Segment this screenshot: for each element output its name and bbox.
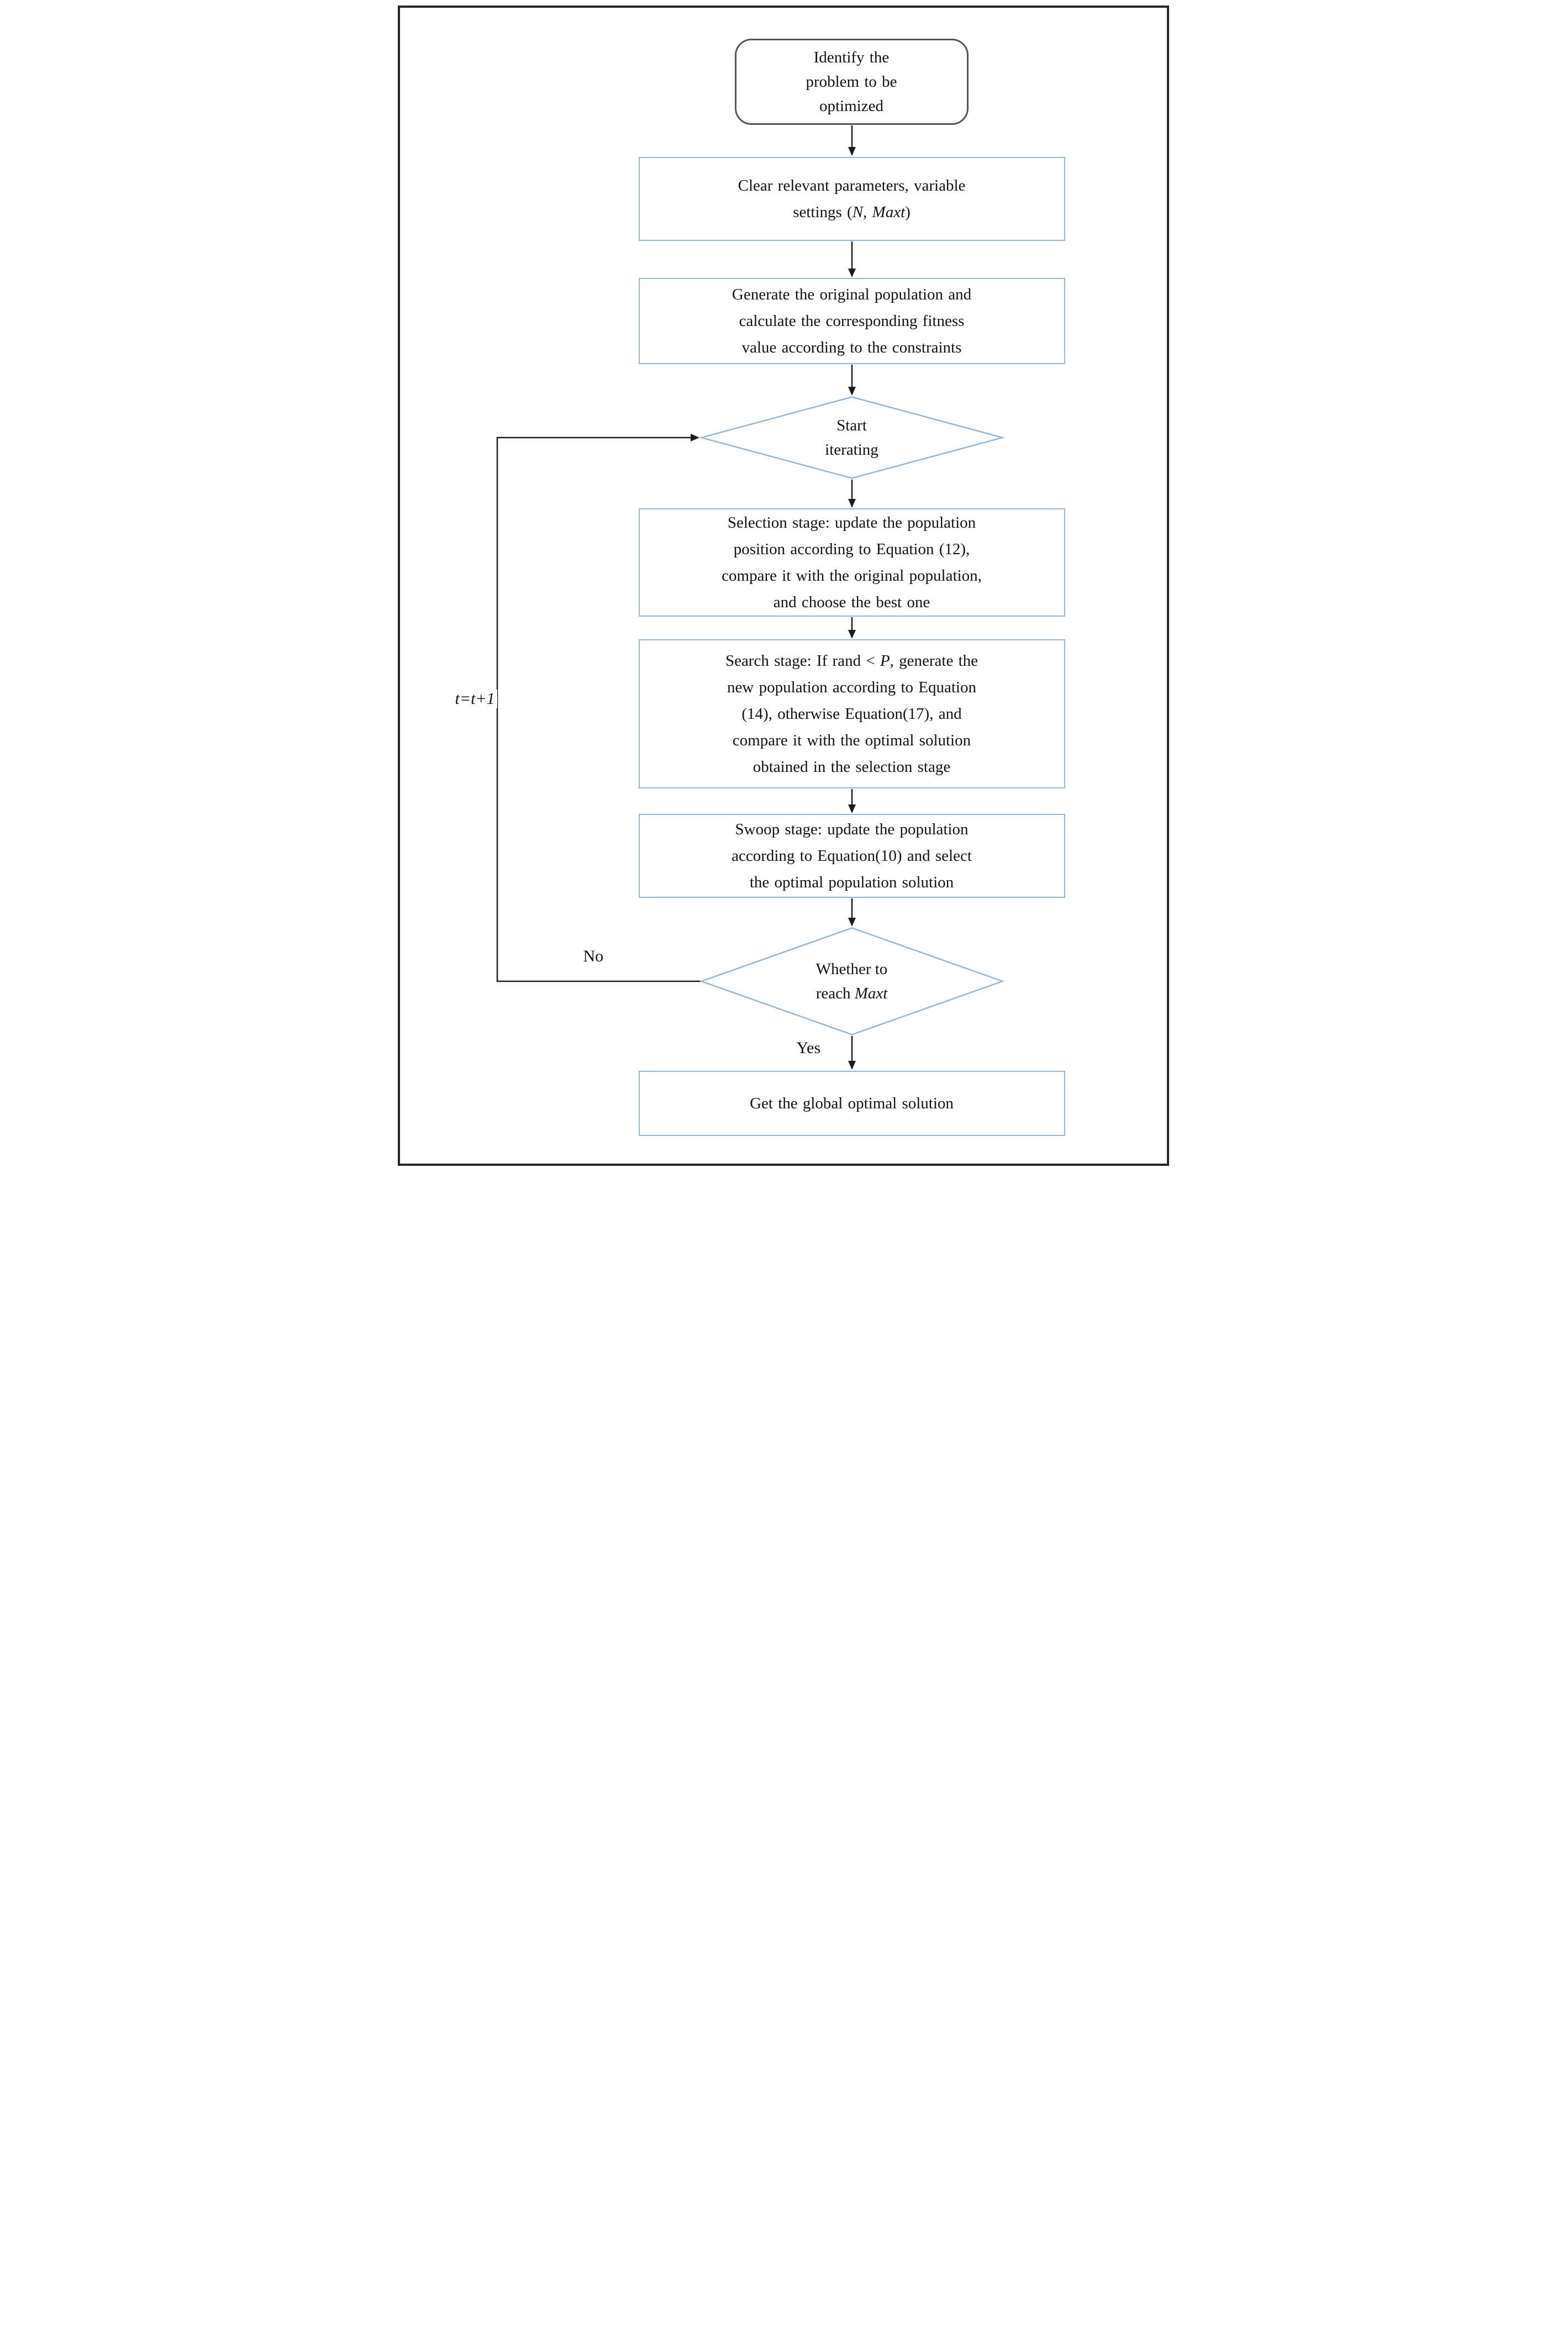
text-line: Start [836,417,867,434]
node-swoop-stage [639,814,1065,898]
text-line: optimized [819,97,883,115]
node-identify-problem [735,39,969,125]
text-segment: settings ( [793,203,853,221]
text-line: iterating [825,441,878,459]
text-line: new population according to Equation [727,678,976,696]
text-line: calculate the corresponding fitness [739,312,965,330]
text-line: Get the global optimal solution [750,1095,954,1112]
text-line: Swoop stage: update the population [735,820,969,838]
decision-reach-maxt [701,927,1003,1035]
text-line: Clear relevant parameters, variable [738,177,966,194]
text-line: compare it with the original population, [722,567,982,585]
text-line: according to Equation(10) and select [732,847,972,865]
text-segment: Search stage: If rand < [725,652,880,670]
text-line [701,981,1003,1006]
text-line: (14), otherwise Equation(17), and [741,705,962,723]
text-line [645,199,1059,225]
decision-text [701,396,1003,479]
text-line: Selection stage: update the population [727,514,976,532]
variable-n: N [852,203,864,221]
increment-expression: t=t+1 [455,690,495,708]
node-selection-stage [639,508,1065,617]
label-yes: Yes [794,1039,823,1058]
text-line: position according to Equation (12), [733,540,970,558]
text-line: Whether to [815,960,888,978]
node-set-parameters [639,157,1065,241]
label-no: No [581,947,606,966]
text-line: and choose the best one [773,593,930,611]
text-line: problem to be [806,73,897,91]
text-line [645,648,1059,674]
text-line: obtained in the selection stage [753,758,951,776]
text-line: value according to the constraints [741,339,962,356]
text-line: Identify the [813,49,890,66]
variable-p: P [880,652,890,670]
text-segment: ) [905,203,911,221]
text-line: compare it with the optimal solution [732,732,971,749]
node-generate-population [639,278,1065,364]
node-search-stage [639,639,1065,788]
label-iteration-increment [453,690,497,708]
decision-text [701,927,1003,1035]
text-segment: reach [815,985,855,1002]
decision-start-iterating [701,396,1003,479]
text-line: Generate the original population and [732,286,972,303]
text-line: the optimal population solution [749,874,954,891]
text-segment: , [863,203,872,221]
variable-maxt: Maxt [872,203,906,221]
variable-maxt: Maxt [854,985,888,1002]
text-segment: , generate the [890,652,978,670]
flowchart [392,0,1176,1173]
node-global-optimal [639,1071,1065,1136]
